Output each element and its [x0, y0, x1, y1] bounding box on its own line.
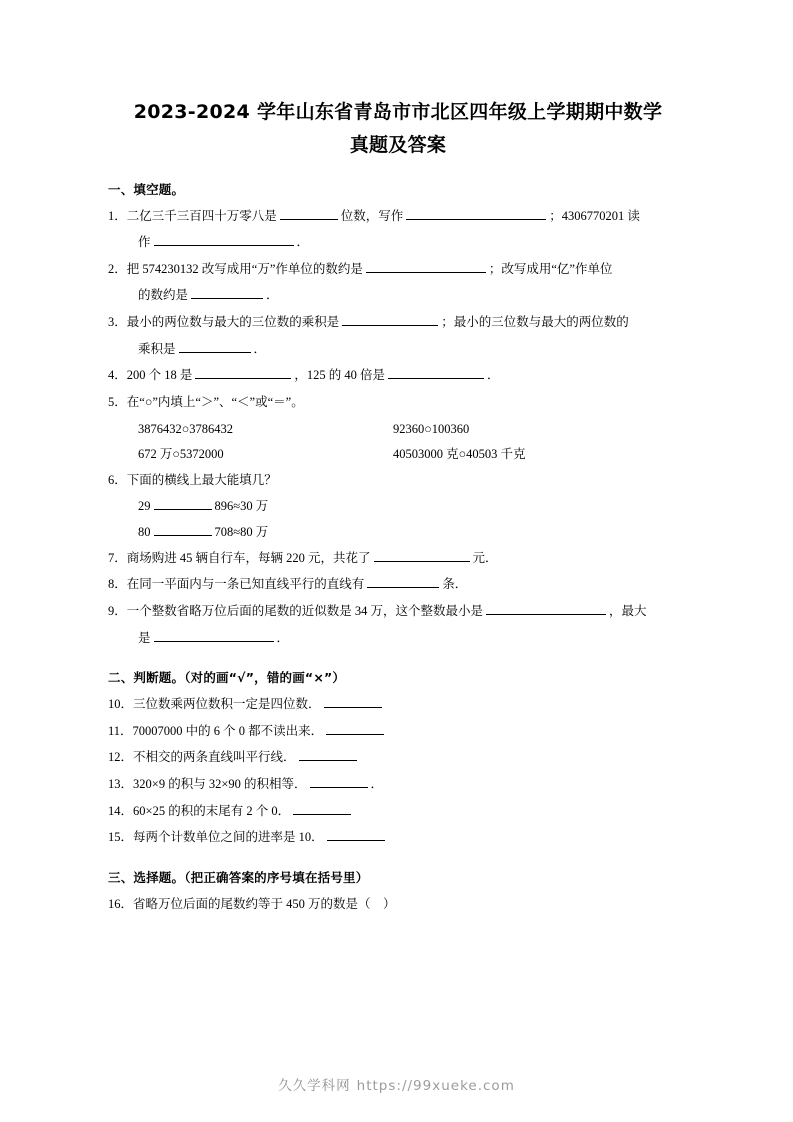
question-text: 在同一平面内与一条已知直线平行的直线有 — [126, 577, 365, 592]
answer-blank[interactable] — [154, 233, 294, 246]
answer-blank[interactable] — [293, 802, 351, 815]
question-item — [108, 310, 688, 336]
question-text: 60×25 的积的末尾有 2 个 0． — [133, 803, 291, 818]
question-text: 三位数乘两位数积一定是四位数． — [133, 697, 321, 712]
question-text: ． — [296, 235, 310, 250]
comparison-right[interactable]: 92360○100360 — [393, 421, 470, 436]
question-item — [108, 390, 688, 416]
answer-blank[interactable] — [326, 722, 384, 735]
question-number: 7． — [108, 550, 127, 565]
question-text: 的数约是 — [138, 288, 189, 303]
question-number: 4． — [108, 368, 127, 383]
question-number: 12． — [108, 750, 134, 765]
question-item — [108, 825, 688, 851]
question-number: 2． — [108, 261, 127, 276]
question-subline — [108, 494, 688, 520]
question-text: 把 574230132 改写成用“万”作单位的数约是 — [126, 261, 363, 276]
question-item — [108, 719, 688, 745]
question-text: 每两个计数单位之间的进率是 10． — [133, 830, 324, 845]
title-line-2: 真题及答案 — [349, 134, 447, 157]
question-continuation — [108, 337, 688, 363]
comparison-row — [108, 417, 688, 443]
question-number: 13． — [108, 777, 134, 791]
question-text: 是 — [138, 630, 151, 645]
answer-blank[interactable] — [191, 287, 263, 300]
question-number: 14． — [108, 803, 134, 818]
question-item — [108, 257, 688, 283]
comparison-row — [108, 442, 688, 468]
question-text: ． — [253, 341, 267, 356]
section-heading: 一、填空题。 — [108, 181, 185, 197]
question-continuation — [108, 230, 688, 256]
section-heading: 二、判断题。（对的画“√”，错的画“×”） — [108, 670, 346, 686]
question-text: ；4306770201 读 — [549, 208, 640, 223]
question-number: 6． — [108, 472, 127, 487]
question-text: 在“○”内填上“＞”、“＜”或“＝”。 — [126, 394, 304, 409]
question-text: ． — [276, 630, 290, 645]
question-text: ． — [487, 368, 500, 383]
question-text: 896≈30 万 — [214, 499, 269, 514]
answer-blank[interactable] — [342, 313, 438, 326]
answer-blank[interactable] — [374, 549, 470, 562]
watermark-url: https://99xueke.com — [356, 1078, 515, 1094]
answer-blank[interactable] — [486, 602, 606, 615]
answer-blank[interactable] — [179, 340, 251, 353]
answer-blank[interactable] — [367, 575, 439, 588]
question-text: 29 — [138, 499, 151, 514]
question-item — [108, 572, 688, 598]
question-text: 200 个 18 是 — [126, 368, 193, 383]
answer-blank[interactable] — [388, 366, 484, 379]
section-heading: 三、选择题。（把正确答案的序号填在括号里） — [108, 869, 369, 885]
answer-blank[interactable] — [154, 523, 212, 536]
question-item — [108, 892, 688, 918]
answer-blank[interactable] — [154, 629, 274, 642]
question-number: 11． — [108, 723, 133, 738]
question-number: 3． — [108, 315, 127, 329]
question-text: ． — [266, 288, 279, 303]
question-item — [108, 692, 688, 718]
watermark — [0, 1074, 793, 1094]
question-number: 10． — [108, 697, 134, 712]
question-item — [108, 546, 688, 572]
question-subline — [108, 520, 688, 546]
question-text: 条． — [442, 577, 468, 592]
question-text: ） — [383, 896, 396, 911]
question-item — [108, 799, 688, 825]
answer-blank[interactable] — [195, 366, 291, 379]
question-continuation — [108, 283, 688, 309]
comparison-left[interactable]: 3876432○3786432 — [138, 421, 234, 436]
answer-blank[interactable] — [327, 828, 385, 841]
question-text: ；改写成用“亿”作单位 — [488, 261, 613, 276]
question-item — [108, 204, 688, 230]
question-text: 一个整数省略万位后面的尾数的近似数是 34 万，这个整数最小是 — [126, 603, 484, 618]
question-item — [108, 468, 688, 494]
question-text: 最小的两位数与最大的三位数的乘积是 — [126, 315, 340, 329]
document-content — [108, 96, 688, 919]
question-text: ，最大 — [609, 603, 647, 618]
question-number: 8． — [108, 577, 127, 592]
question-text: ，125 的 40 倍是 — [294, 368, 386, 383]
question-text: 作 — [138, 235, 151, 250]
question-item — [108, 599, 688, 625]
question-number: 5． — [108, 394, 127, 409]
question-text: 70007000 中的 6 个 0 都不读出来． — [132, 723, 324, 738]
question-item — [108, 772, 688, 798]
question-text: 乘积是 — [138, 341, 176, 356]
question-item — [108, 745, 688, 771]
comparison-right[interactable]: 40503000 克○40503 千克 — [393, 447, 526, 462]
question-item — [108, 363, 688, 389]
question-text: 320×9 的积与 32×90 的积相等． — [133, 777, 307, 791]
comparison-left[interactable]: 672 万○5372000 — [138, 447, 224, 462]
question-number: 1． — [108, 208, 127, 223]
answer-blank[interactable] — [406, 207, 546, 220]
question-text: 元． — [472, 550, 498, 565]
question-text: 708≈80 万 — [214, 525, 269, 539]
question-text: ；最小的三位数与最大的两位数的 — [441, 315, 629, 329]
question-text: 位数，写作 — [340, 208, 404, 223]
answer-blank[interactable] — [280, 207, 338, 220]
answer-blank[interactable] — [299, 749, 357, 762]
answer-blank[interactable] — [310, 775, 368, 788]
question-text: 二亿三千三百四十万零八是 — [126, 208, 277, 223]
answer-bracket-gap[interactable] — [371, 897, 384, 911]
answer-blank[interactable] — [366, 260, 486, 273]
question-number: 16． — [108, 896, 134, 911]
exam-body — [108, 180, 688, 918]
question-text: ． — [370, 777, 384, 791]
answer-blank[interactable] — [324, 695, 382, 708]
question-number: 15． — [108, 830, 134, 845]
question-text: 商场购进 45 辆自行车，每辆 220 元，共花了 — [126, 550, 371, 565]
question-text: 省略万位后面的尾数约等于 450 万的数是（ — [133, 896, 371, 911]
question-text: 下面的横线上最大能填几？ — [126, 472, 277, 487]
question-number: 9． — [108, 603, 127, 618]
title-line-1: 2023-2024 学年山东省青岛市市北区四年级上学期期中数学 — [133, 101, 663, 123]
page-title — [108, 96, 688, 163]
question-text: 80 — [138, 525, 151, 539]
question-text: 不相交的两条直线叫平行线． — [133, 750, 296, 765]
question-continuation — [108, 626, 688, 652]
watermark-logo-text: 久久学科网 — [278, 1078, 351, 1094]
answer-blank[interactable] — [154, 498, 212, 511]
